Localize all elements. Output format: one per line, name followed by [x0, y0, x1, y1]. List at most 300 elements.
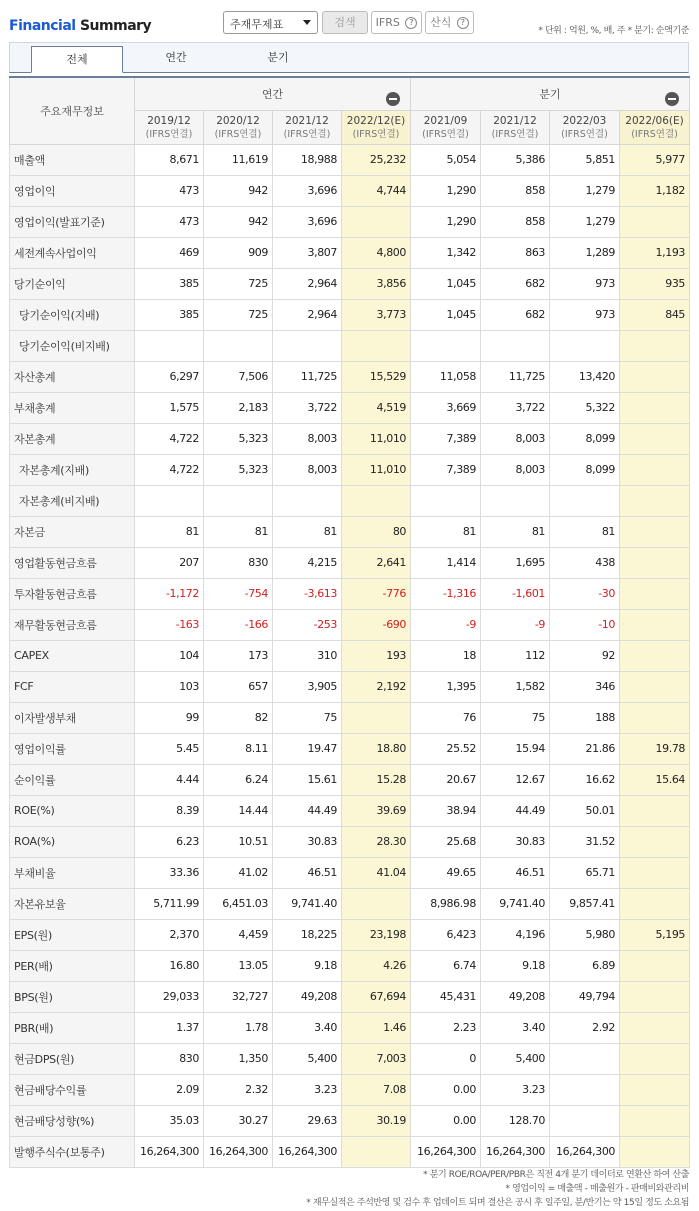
table-cell: 16,264,300: [273, 1136, 342, 1167]
table-cell: 1,289: [550, 237, 620, 268]
table-cell: 4,800: [342, 237, 411, 268]
table-cell: 8,671: [135, 144, 204, 175]
table-cell: 193: [342, 640, 411, 671]
table-cell: 46.51: [481, 857, 550, 888]
table-cell: -30: [550, 578, 620, 609]
table-cell: 1,279: [550, 206, 620, 237]
table-row: [10, 392, 690, 423]
row-label: FCF: [10, 671, 135, 702]
table-cell: 81: [135, 516, 204, 547]
table-cell: [342, 888, 411, 919]
row-label: 이자발생부채: [10, 702, 135, 733]
row-label: ROE(%): [10, 795, 135, 826]
table-cell: [620, 702, 690, 733]
search-button[interactable]: 검색: [322, 11, 368, 34]
row-label: 영업이익(발표기준): [10, 206, 135, 237]
table-cell: 12.67: [481, 764, 550, 795]
table-row: [10, 609, 690, 640]
table-cell: [550, 1074, 620, 1105]
table-row: [10, 764, 690, 795]
tab-all[interactable]: 전체: [31, 46, 123, 73]
table-cell: 6,297: [135, 361, 204, 392]
table-cell: [620, 578, 690, 609]
table-cell: 75: [481, 702, 550, 733]
table-cell: 15.94: [481, 733, 550, 764]
table-cell: 0.00: [411, 1074, 481, 1105]
table-cell: 18.80: [342, 733, 411, 764]
table-cell: 23,198: [342, 919, 411, 950]
table-cell: 3.40: [481, 1012, 550, 1043]
collapse-icon[interactable]: [386, 92, 400, 106]
table-cell: [620, 950, 690, 981]
table-cell: 1,414: [411, 547, 481, 578]
table-row: [10, 578, 690, 609]
table-cell: 9,741.40: [273, 888, 342, 919]
table-cell: 657: [204, 671, 273, 702]
table-cell: 7,389: [411, 454, 481, 485]
table-cell: 2,370: [135, 919, 204, 950]
table-cell: 2.32: [204, 1074, 273, 1105]
table-cell: [620, 485, 690, 516]
table-cell: [342, 702, 411, 733]
table-cell: 7.08: [342, 1074, 411, 1105]
table-cell: 128.70: [481, 1105, 550, 1136]
table-cell: 18,988: [273, 144, 342, 175]
table-cell: 8.11: [204, 733, 273, 764]
table-cell: 385: [135, 268, 204, 299]
table-cell: [620, 206, 690, 237]
table-cell: 469: [135, 237, 204, 268]
table-cell: -690: [342, 609, 411, 640]
table-cell: 6.24: [204, 764, 273, 795]
row-label: 순이익률: [10, 764, 135, 795]
table-cell: [620, 1043, 690, 1074]
table-row: [10, 857, 690, 888]
table-cell: 0.00: [411, 1105, 481, 1136]
table-cell: [620, 1105, 690, 1136]
table-cell: 3,696: [273, 175, 342, 206]
table-cell: 1,290: [411, 206, 481, 237]
table-cell: 39.69: [342, 795, 411, 826]
table-cell: 2,192: [342, 671, 411, 702]
table-cell: 830: [204, 547, 273, 578]
table-cell: 1,045: [411, 268, 481, 299]
table-cell: 38.94: [411, 795, 481, 826]
table-cell: 9.18: [481, 950, 550, 981]
table-cell: 7,003: [342, 1043, 411, 1074]
table-cell: 76: [411, 702, 481, 733]
table-cell: [620, 392, 690, 423]
column-header: 2022/12(E) (IFRS연결): [342, 110, 411, 144]
table-cell: [620, 826, 690, 857]
question-icon: ?: [457, 17, 469, 29]
table-cell: 16,264,300: [204, 1136, 273, 1167]
table-cell: 682: [481, 299, 550, 330]
table-cell: 81: [411, 516, 481, 547]
table-cell: 909: [204, 237, 273, 268]
table-cell: 2.09: [135, 1074, 204, 1105]
table-cell: 41.04: [342, 857, 411, 888]
table-cell: 65.71: [550, 857, 620, 888]
table-cell: 13.05: [204, 950, 273, 981]
table-cell: 2,964: [273, 268, 342, 299]
table-cell: 49,208: [481, 981, 550, 1012]
table-cell: -163: [135, 609, 204, 640]
table-cell: 15.28: [342, 764, 411, 795]
table-cell: 16.80: [135, 950, 204, 981]
table-cell: 1,582: [481, 671, 550, 702]
table-cell: 973: [550, 268, 620, 299]
table-cell: 92: [550, 640, 620, 671]
table-cell: 30.19: [342, 1105, 411, 1136]
table-cell: 14.44: [204, 795, 273, 826]
table-cell: 112: [481, 640, 550, 671]
table-cell: 7,506: [204, 361, 273, 392]
table-cell: 3,669: [411, 392, 481, 423]
row-label: EPS(원): [10, 919, 135, 950]
table-cell: 32,727: [204, 981, 273, 1012]
table-cell: 19.47: [273, 733, 342, 764]
table-cell: 81: [273, 516, 342, 547]
table-cell: [481, 485, 550, 516]
table-cell: 33.36: [135, 857, 204, 888]
table-cell: -1,172: [135, 578, 204, 609]
table-cell: 16,264,300: [411, 1136, 481, 1167]
table-cell: [620, 1136, 690, 1167]
table-cell: -1,316: [411, 578, 481, 609]
table-cell: 7,389: [411, 423, 481, 454]
table-cell: 80: [342, 516, 411, 547]
table-cell: 1,182: [620, 175, 690, 206]
row-label: 세전계속사업이익: [10, 237, 135, 268]
table-cell: 725: [204, 268, 273, 299]
table-cell: [550, 485, 620, 516]
row-label: 자본총계: [10, 423, 135, 454]
table-cell: 2,964: [273, 299, 342, 330]
table-cell: 11,725: [481, 361, 550, 392]
table-cell: [273, 485, 342, 516]
table-cell: 682: [481, 268, 550, 299]
table-cell: 8,099: [550, 423, 620, 454]
row-label: 당기순이익: [10, 268, 135, 299]
table-cell: 8,003: [481, 423, 550, 454]
table-cell: [620, 640, 690, 671]
footnote: * 영업이익 = 매출액 - 매출원가 - 판매비와관리비: [505, 1184, 689, 1194]
table-cell: 5,400: [481, 1043, 550, 1074]
table-cell: 49,208: [273, 981, 342, 1012]
row-label: 현금배당성향(%): [10, 1105, 135, 1136]
table-cell: 3,696: [273, 206, 342, 237]
table-row: [10, 175, 690, 206]
table-cell: 1,350: [204, 1043, 273, 1074]
table-cell: 438: [550, 547, 620, 578]
table-row: [10, 361, 690, 392]
column-header: 2021/12 (IFRS연결): [481, 110, 550, 144]
table-cell: 30.27: [204, 1105, 273, 1136]
table-cell: [620, 981, 690, 1012]
table-cell: 1,575: [135, 392, 204, 423]
table-cell: 2,183: [204, 392, 273, 423]
table-cell: [620, 454, 690, 485]
table-cell: 5,322: [550, 392, 620, 423]
table-cell: [204, 330, 273, 361]
toolbar: [0, 0, 699, 42]
table-cell: 31.52: [550, 826, 620, 857]
table-cell: 2.23: [411, 1012, 481, 1043]
table-cell: 81: [481, 516, 550, 547]
table-cell: 385: [135, 299, 204, 330]
table-cell: [550, 1105, 620, 1136]
table-cell: 1.78: [204, 1012, 273, 1043]
table-cell: [550, 1043, 620, 1074]
table-cell: 3,807: [273, 237, 342, 268]
table-cell: 10.51: [204, 826, 273, 857]
table-cell: -776: [342, 578, 411, 609]
table-cell: 4,722: [135, 454, 204, 485]
table-cell: 15,529: [342, 361, 411, 392]
table-cell: [620, 671, 690, 702]
table-cell: 13,420: [550, 361, 620, 392]
table-cell: 830: [135, 1043, 204, 1074]
table-cell: 46.51: [273, 857, 342, 888]
table-cell: 11,619: [204, 144, 273, 175]
table-cell: 1,279: [550, 175, 620, 206]
table-cell: 4.26: [342, 950, 411, 981]
table-cell: 49.65: [411, 857, 481, 888]
table-row: [10, 1105, 690, 1136]
table-cell: 75: [273, 702, 342, 733]
table-cell: 188: [550, 702, 620, 733]
table-row: [10, 640, 690, 671]
table-cell: 346: [550, 671, 620, 702]
statement-select[interactable]: 주재무제표: [223, 11, 318, 34]
corner-header: 주요재무정보: [10, 77, 135, 144]
unit-note: * 단위 : 억원, %, 배, 주 * 분기: 순액기준: [538, 26, 689, 36]
table-row: [10, 454, 690, 485]
table-cell: 5,323: [204, 423, 273, 454]
table-cell: 9,741.40: [481, 888, 550, 919]
table-cell: 3,773: [342, 299, 411, 330]
quarter-group-header: 분기: [411, 77, 690, 110]
table-cell: [342, 1136, 411, 1167]
table-cell: 81: [550, 516, 620, 547]
table-cell: -9: [481, 609, 550, 640]
table-cell: [620, 547, 690, 578]
table-cell: 9,857.41: [550, 888, 620, 919]
table-cell: 5.45: [135, 733, 204, 764]
table-cell: 16,264,300: [481, 1136, 550, 1167]
table-cell: 15.61: [273, 764, 342, 795]
table-cell: 942: [204, 175, 273, 206]
table-row: [10, 702, 690, 733]
chevron-down-icon: [303, 20, 311, 25]
ifrs-help-button[interactable]: IFRS ?: [371, 11, 422, 34]
table-cell: [620, 888, 690, 919]
column-header: 2022/03 (IFRS연결): [550, 110, 620, 144]
table-row: [10, 268, 690, 299]
table-row: [10, 237, 690, 268]
table-cell: 858: [481, 206, 550, 237]
column-header: 2019/12 (IFRS연결): [135, 110, 204, 144]
table-cell: 1,342: [411, 237, 481, 268]
table-cell: 103: [135, 671, 204, 702]
table-cell: 207: [135, 547, 204, 578]
table-cell: 35.03: [135, 1105, 204, 1136]
table-cell: 25.68: [411, 826, 481, 857]
table-row: [10, 1043, 690, 1074]
table-row: [10, 888, 690, 919]
row-label: 자본유보율: [10, 888, 135, 919]
table-cell: 3,722: [273, 392, 342, 423]
row-label: 자산총계: [10, 361, 135, 392]
table-cell: 15.64: [620, 764, 690, 795]
table-cell: 473: [135, 175, 204, 206]
table-cell: 8.39: [135, 795, 204, 826]
table-row: [10, 330, 690, 361]
column-header: 2020/12 (IFRS연결): [204, 110, 273, 144]
table-cell: 8,986.98: [411, 888, 481, 919]
table-cell: 11,058: [411, 361, 481, 392]
table-row: [10, 1136, 690, 1167]
table-cell: 1,193: [620, 237, 690, 268]
table-cell: 8,099: [550, 454, 620, 485]
table-cell: 6.74: [411, 950, 481, 981]
table-cell: 6.89: [550, 950, 620, 981]
table-cell: 99: [135, 702, 204, 733]
table-cell: [411, 485, 481, 516]
table-cell: [342, 330, 411, 361]
table-cell: [135, 485, 204, 516]
table-cell: -1,601: [481, 578, 550, 609]
table-cell: 1,695: [481, 547, 550, 578]
table-cell: 173: [204, 640, 273, 671]
table-cell: 3,856: [342, 268, 411, 299]
table-cell: 41.02: [204, 857, 273, 888]
table-cell: 9.18: [273, 950, 342, 981]
table-cell: 3.23: [481, 1074, 550, 1105]
table-row: [10, 981, 690, 1012]
row-label: 영업이익: [10, 175, 135, 206]
table-cell: 3,905: [273, 671, 342, 702]
table-row: [10, 1012, 690, 1043]
table-cell: 19.78: [620, 733, 690, 764]
row-label: 영업이익률: [10, 733, 135, 764]
table-cell: 8,003: [481, 454, 550, 485]
table-cell: 16,264,300: [550, 1136, 620, 1167]
table-cell: [620, 857, 690, 888]
row-label: 부채비율: [10, 857, 135, 888]
table-row: [10, 733, 690, 764]
row-label: 당기순이익(비지배): [10, 330, 135, 361]
table-cell: 6,423: [411, 919, 481, 950]
table-cell: [620, 1012, 690, 1043]
table-cell: [620, 609, 690, 640]
table-cell: 473: [135, 206, 204, 237]
table-cell: -253: [273, 609, 342, 640]
table-cell: 11,725: [273, 361, 342, 392]
table-cell: 5,851: [550, 144, 620, 175]
table-cell: 310: [273, 640, 342, 671]
row-label: 현금배당수익률: [10, 1074, 135, 1105]
table-cell: 30.83: [273, 826, 342, 857]
column-header: 2021/12 (IFRS연결): [273, 110, 342, 144]
table-cell: [550, 330, 620, 361]
table-cell: 25,232: [342, 144, 411, 175]
row-label: 현금DPS(원): [10, 1043, 135, 1074]
table-cell: 1.46: [342, 1012, 411, 1043]
page-title: Financial Summary: [9, 18, 152, 34]
table-cell: 104: [135, 640, 204, 671]
table-cell: 6.23: [135, 826, 204, 857]
table-cell: [620, 1074, 690, 1105]
table-cell: 8,003: [273, 423, 342, 454]
row-label: 자본금: [10, 516, 135, 547]
table-cell: [620, 361, 690, 392]
financial-summary-table: [9, 76, 690, 1168]
column-header: 2021/09 (IFRS연결): [411, 110, 481, 144]
table-cell: 2.92: [550, 1012, 620, 1043]
table-row: [10, 826, 690, 857]
table-cell: 3.40: [273, 1012, 342, 1043]
table-cell: 81: [204, 516, 273, 547]
row-label: PBR(배): [10, 1012, 135, 1043]
row-label: 자본총계(지배): [10, 454, 135, 485]
table-cell: 1,395: [411, 671, 481, 702]
formula-help-button[interactable]: 산식 ?: [425, 11, 474, 34]
table-cell: 29.63: [273, 1105, 342, 1136]
table-cell: 3.23: [273, 1074, 342, 1105]
table-cell: 18: [411, 640, 481, 671]
period-tabs: [9, 42, 689, 73]
table-cell: 11,010: [342, 454, 411, 485]
table-cell: -3,613: [273, 578, 342, 609]
table-cell: 5,711.99: [135, 888, 204, 919]
table-cell: 1,290: [411, 175, 481, 206]
table-cell: 20.67: [411, 764, 481, 795]
tab-annual[interactable]: 연간: [165, 51, 187, 64]
collapse-icon[interactable]: [665, 92, 679, 106]
row-label: CAPEX: [10, 640, 135, 671]
table-cell: 67,694: [342, 981, 411, 1012]
table-cell: 0: [411, 1043, 481, 1074]
table-cell: 4.44: [135, 764, 204, 795]
table-cell: [620, 423, 690, 454]
table-cell: 858: [481, 175, 550, 206]
table-cell: 845: [620, 299, 690, 330]
table-cell: 44.49: [481, 795, 550, 826]
table-cell: [342, 206, 411, 237]
annual-group-header: 연간: [135, 77, 411, 110]
table-cell: 16,264,300: [135, 1136, 204, 1167]
row-label: 재무활동현금흐름: [10, 609, 135, 640]
table-cell: 4,459: [204, 919, 273, 950]
row-label: 투자활동현금흐름: [10, 578, 135, 609]
column-header: 2022/06(E) (IFRS연결): [620, 110, 690, 144]
table-cell: 29,033: [135, 981, 204, 1012]
table-cell: 5,054: [411, 144, 481, 175]
tab-quarter[interactable]: 분기: [267, 51, 289, 64]
row-label: 자본총계(비지배): [10, 485, 135, 516]
table-cell: [273, 330, 342, 361]
table-cell: [204, 485, 273, 516]
table-row: [10, 919, 690, 950]
table-row: [10, 547, 690, 578]
row-label: BPS(원): [10, 981, 135, 1012]
table-cell: 82: [204, 702, 273, 733]
table-cell: 30.83: [481, 826, 550, 857]
table-cell: -754: [204, 578, 273, 609]
table-cell: 45,431: [411, 981, 481, 1012]
